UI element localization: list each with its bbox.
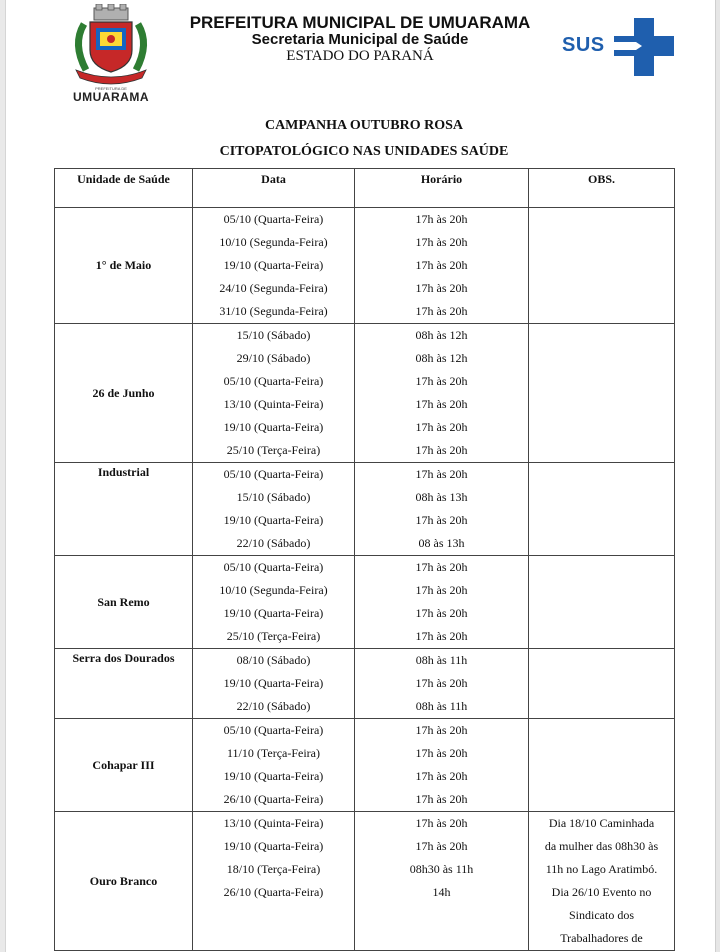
campaign-subtitle: CITOPATOLÓGICO NAS UNIDADES SAÚDE — [219, 144, 509, 159]
time-entry: 17h às 20h — [415, 374, 468, 388]
obs-line: Sindicato dos — [569, 908, 634, 922]
time-entry: 17h às 20h — [415, 420, 468, 434]
date-entry — [193, 904, 354, 927]
header-state: ESTADO DO PARANÁ — [286, 48, 434, 64]
times-cell — [355, 719, 529, 812]
table-row — [55, 719, 675, 812]
date-entry: 22/10 (Sábado) — [236, 699, 311, 713]
time-entry: 17h às 20h — [415, 746, 468, 760]
dates-cell — [193, 324, 355, 463]
time-entry: 17h às 20h — [415, 235, 468, 249]
date-entry: 26/10 (Quarta-Feira) — [223, 792, 324, 806]
date-entry: 10/10 (Segunda-Feira) — [219, 583, 328, 597]
date-entry: 13/10 (Quinta-Feira) — [223, 816, 324, 830]
time-entry: 17h às 20h — [415, 281, 468, 295]
date-entry: 19/10 (Quarta-Feira) — [223, 420, 324, 434]
table-row — [55, 208, 675, 324]
campaign-title: CAMPANHA OUTUBRO ROSA — [264, 118, 464, 133]
time-entry: 17h às 20h — [415, 792, 468, 806]
date-entry: 05/10 (Quarta-Feira) — [223, 560, 324, 574]
time-entry: 17h às 20h — [415, 304, 468, 318]
date-entry: 05/10 (Quarta-Feira) — [223, 723, 324, 737]
times-cell — [355, 649, 529, 719]
coat-of-arms-icon — [66, 4, 156, 86]
date-entry: 19/10 (Quarta-Feira) — [223, 769, 324, 783]
time-entry: 17h às 20h — [415, 629, 468, 643]
document-header — [170, 14, 550, 65]
obs-cell — [529, 463, 675, 556]
obs-cell — [529, 812, 675, 951]
time-entry: 17h às 20h — [415, 676, 468, 690]
obs-cell — [529, 324, 675, 463]
date-entry: 22/10 (Sábado) — [236, 536, 311, 550]
date-entry: 08/10 (Sábado) — [236, 653, 311, 667]
logo-caption-small: PREFEITURA DE — [95, 86, 127, 91]
date-entry: 26/10 (Quarta-Feira) — [223, 885, 324, 899]
obs-line: Dia 26/10 Evento no — [551, 885, 652, 899]
obs-cell — [529, 649, 675, 719]
obs-cell — [529, 556, 675, 649]
obs-cell — [529, 719, 675, 812]
date-entry: 19/10 (Quarta-Feira) — [223, 513, 324, 527]
time-entry: 17h às 20h — [415, 839, 468, 853]
time-entry: 17h às 20h — [415, 583, 468, 597]
dates-cell — [193, 719, 355, 812]
date-entry: 19/10 (Quarta-Feira) — [223, 839, 324, 853]
unit-name-cell: Industrial — [55, 463, 193, 556]
dates-cell — [193, 649, 355, 719]
table-row — [55, 556, 675, 649]
date-entry: 05/10 (Quarta-Feira) — [223, 212, 324, 226]
time-entry: 17h às 20h — [415, 443, 468, 457]
header-municipality: PREFEITURA MUNICIPAL DE UMUARAMA — [189, 13, 531, 32]
page-edge — [0, 0, 6, 952]
dates-cell — [193, 463, 355, 556]
date-entry: 11/10 (Terça-Feira) — [227, 746, 320, 760]
unit-name-cell: Ouro Branco — [55, 812, 193, 951]
column-header-date: Data — [193, 169, 355, 208]
date-entry: 05/10 (Quarta-Feira) — [223, 374, 324, 388]
times-cell — [355, 208, 529, 324]
time-entry: 17h às 20h — [415, 606, 468, 620]
time-entry: 14h — [432, 885, 451, 899]
date-entry: 25/10 (Terça-Feira) — [226, 443, 321, 457]
unit-name-cell: 26 de Junho — [55, 324, 193, 463]
table-row — [55, 324, 675, 463]
times-cell — [355, 324, 529, 463]
logo-caption: UMUARAMA — [73, 90, 149, 104]
unit-name-cell: 1° de Maio — [55, 208, 193, 324]
time-entry: 17h às 20h — [415, 397, 468, 411]
table-header-row — [55, 169, 675, 208]
time-entry: 17h às 20h — [415, 212, 468, 226]
date-entry: 18/10 (Terça-Feira) — [226, 862, 321, 876]
schedule-body — [55, 208, 675, 951]
sus-logo — [562, 16, 674, 78]
time-entry: 08h às 13h — [415, 490, 468, 504]
unit-name-cell: Serra dos Dourados — [55, 649, 193, 719]
dates-cell — [193, 556, 355, 649]
date-entry: 15/10 (Sábado) — [236, 490, 311, 504]
obs-line: da mulher das 08h30 às — [544, 839, 659, 853]
unit-name-cell: Cohapar III — [55, 719, 193, 812]
unit-name-cell: San Remo — [55, 556, 193, 649]
date-entry: 25/10 (Terça-Feira) — [226, 629, 321, 643]
date-entry: 13/10 (Quinta-Feira) — [223, 397, 324, 411]
umuarama-coat-of-arms-logo — [66, 4, 156, 108]
dates-cell — [193, 812, 355, 951]
date-entry: 19/10 (Quarta-Feira) — [223, 258, 324, 272]
column-header-obs: OBS. — [529, 169, 675, 208]
time-entry: 17h às 20h — [415, 560, 468, 574]
date-entry: 29/10 (Sábado) — [236, 351, 311, 365]
time-entry: 17h às 20h — [415, 723, 468, 737]
times-cell — [355, 812, 529, 951]
time-entry: 17h às 20h — [415, 816, 468, 830]
time-entry: 08h às 12h — [415, 351, 468, 365]
table-row — [55, 463, 675, 556]
date-entry: 10/10 (Segunda-Feira) — [219, 235, 328, 249]
time-entry: 17h às 20h — [415, 258, 468, 272]
table-row — [55, 812, 675, 951]
obs-cell — [529, 208, 675, 324]
obs-line: Dia 18/10 Caminhada — [548, 816, 655, 830]
date-entry: 19/10 (Quarta-Feira) — [223, 676, 324, 690]
sus-cross-icon — [614, 18, 674, 76]
date-entry: 05/10 (Quarta-Feira) — [223, 467, 324, 481]
time-entry: 08h às 11h — [415, 653, 468, 667]
time-entry: 17h às 20h — [415, 513, 468, 527]
dates-cell — [193, 208, 355, 324]
time-entry — [355, 904, 528, 927]
header-secretariat: Secretaria Municipal de Saúde — [251, 31, 469, 48]
column-header-unit: Unidade de Saúde — [55, 169, 193, 208]
times-cell — [355, 556, 529, 649]
date-entry: 15/10 (Sábado) — [236, 328, 311, 342]
time-entry: 08h30 às 11h — [409, 862, 474, 876]
obs-line: Trabalhadores de — [560, 931, 643, 945]
time-entry — [355, 927, 528, 950]
times-cell — [355, 463, 529, 556]
sus-logo-text: SUS — [562, 34, 605, 56]
schedule-table — [54, 168, 675, 951]
time-entry: 08 às 13h — [418, 536, 465, 550]
date-entry: 19/10 (Quarta-Feira) — [223, 606, 324, 620]
table-row — [55, 649, 675, 719]
time-entry: 08h às 12h — [415, 328, 468, 342]
time-entry: 17h às 20h — [415, 769, 468, 783]
date-entry: 31/10 (Segunda-Feira) — [219, 304, 328, 318]
date-entry: 24/10 (Segunda-Feira) — [219, 281, 328, 295]
time-entry: 17h às 20h — [415, 467, 468, 481]
column-header-time: Horário — [355, 169, 529, 208]
time-entry: 08h às 11h — [415, 699, 468, 713]
date-entry — [193, 927, 354, 950]
obs-line: 11h no Lago Aratimbó. — [545, 862, 658, 876]
